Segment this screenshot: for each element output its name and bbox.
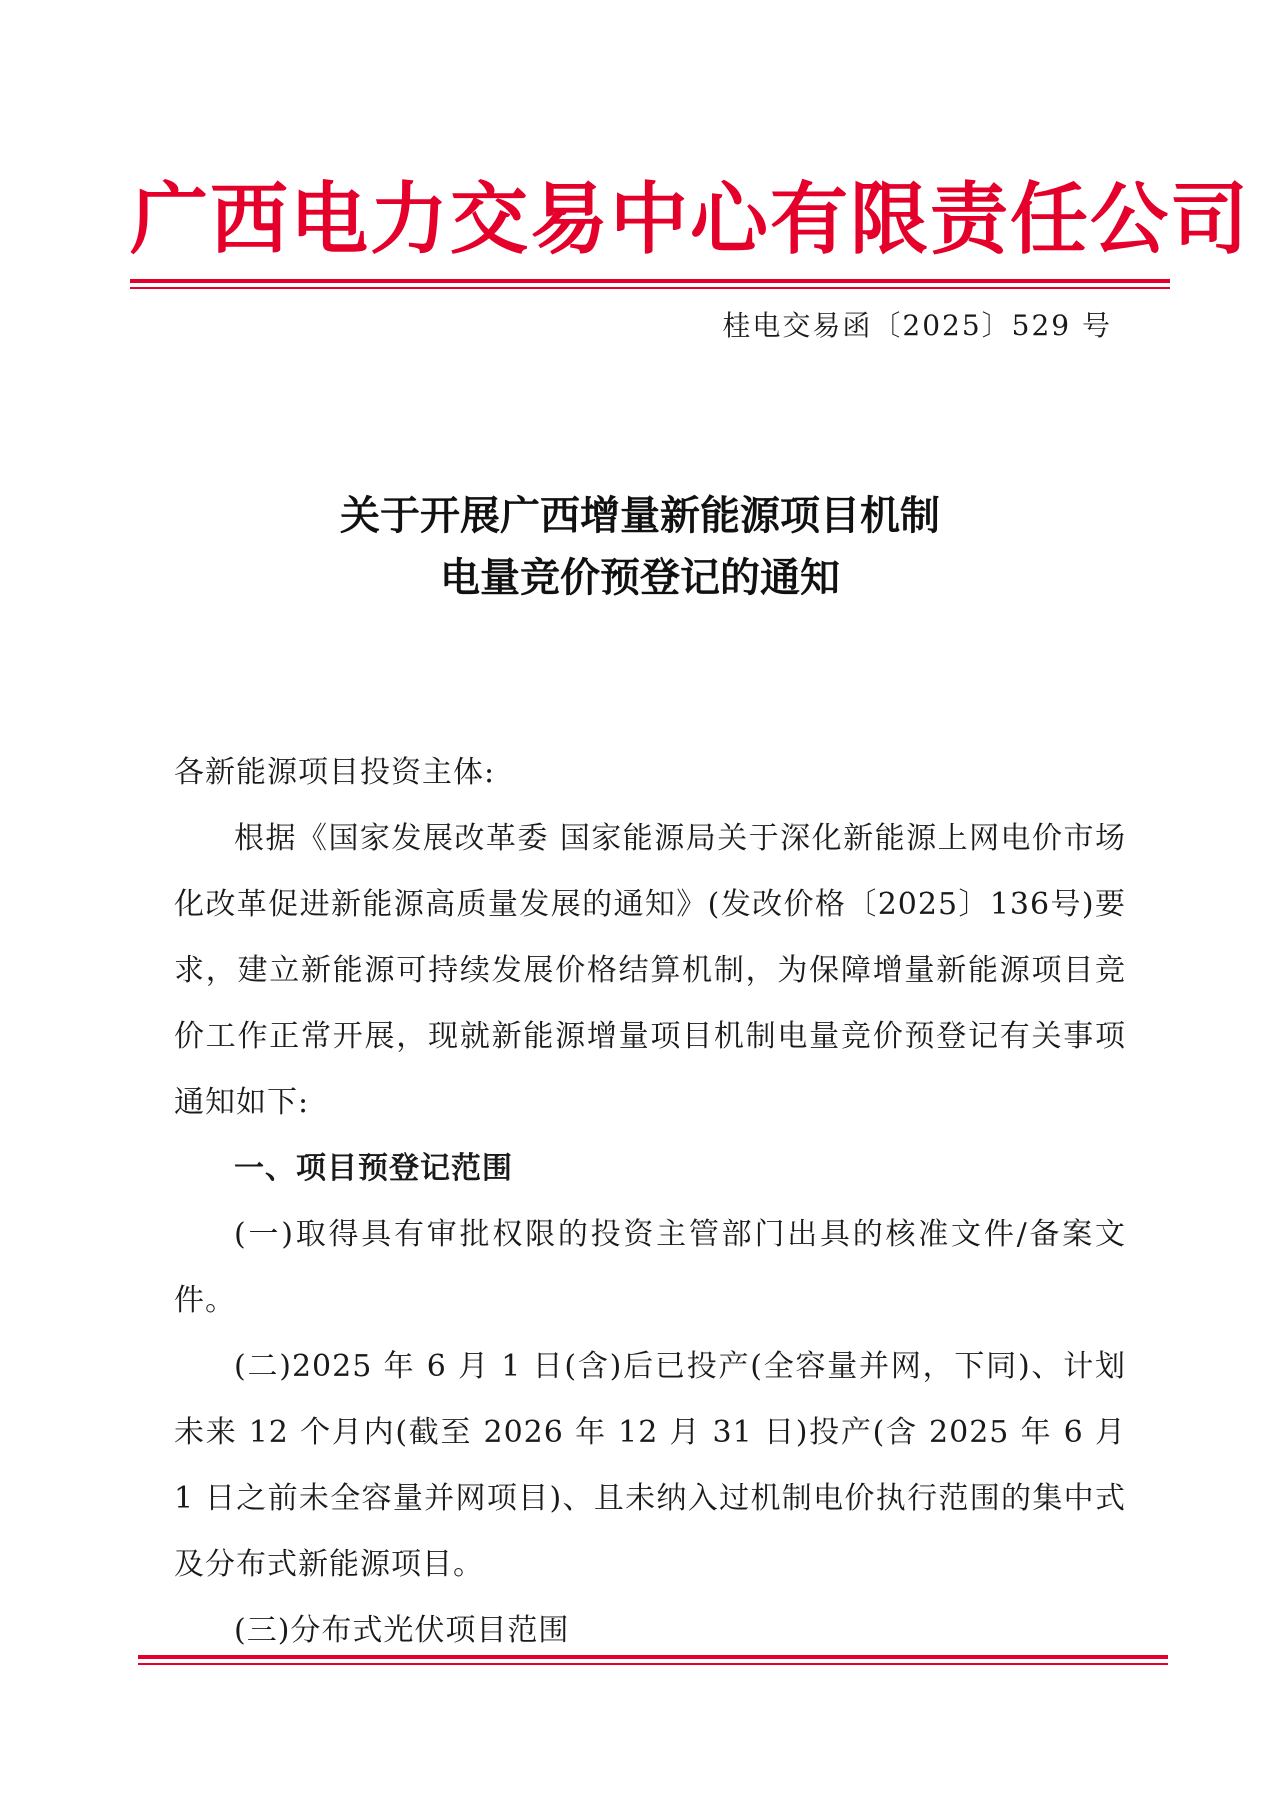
document-body [174, 740, 1126, 1664]
header-rule-thick [130, 279, 1170, 283]
title-line-2: 电量竞价预登记的通知 [440, 555, 840, 601]
title-line-1: 关于开展广西增量新能源项目机制 [340, 493, 940, 539]
document-number: 桂电交易函〔2025〕529 号 [722, 309, 1112, 342]
footer-rule-thin [138, 1663, 1168, 1665]
section-heading: 一、项目预登记范围 [234, 1151, 513, 1186]
list-item-1: (一)取得具有审批权限的投资主管部门出具的核准文件/备案文件。 [174, 1217, 1126, 1318]
footer-rule-thick [138, 1655, 1168, 1659]
intro-paragraph: 根据《国家发展改革委 国家能源局关于深化新能源上网电价市场化改革促进新能源高质量发展的通知》(发改价格〔2025〕136号)要求，建立新能源可持续发展价格结算机制，为保障增量新能源项目竞价工作正常开展，现就新能源增量项目机制电量竞价预登记有关事项通知如下: [174, 821, 1126, 1120]
list-item-2: (二)2025 年 6 月 1 日(含)后已投产(全容量并网，下同)、计划未来 12 个月内(截至 2026 年 12 月 31 日)投产(含 2025 年 6 月 1 日之前未全容量并网项目)、且未纳入过机制电价执行范围的集中式及分布式新能源项目。 [174, 1349, 1126, 1582]
list-item-3: (三)分布式光伏项目范围 [234, 1613, 570, 1648]
salutation: 各新能源项目投资主体: [174, 755, 496, 790]
document-title [170, 485, 1110, 609]
header-rule-thin [130, 287, 1170, 289]
organization-header: 广西电力交易中心有限责任公司 [130, 174, 1251, 265]
